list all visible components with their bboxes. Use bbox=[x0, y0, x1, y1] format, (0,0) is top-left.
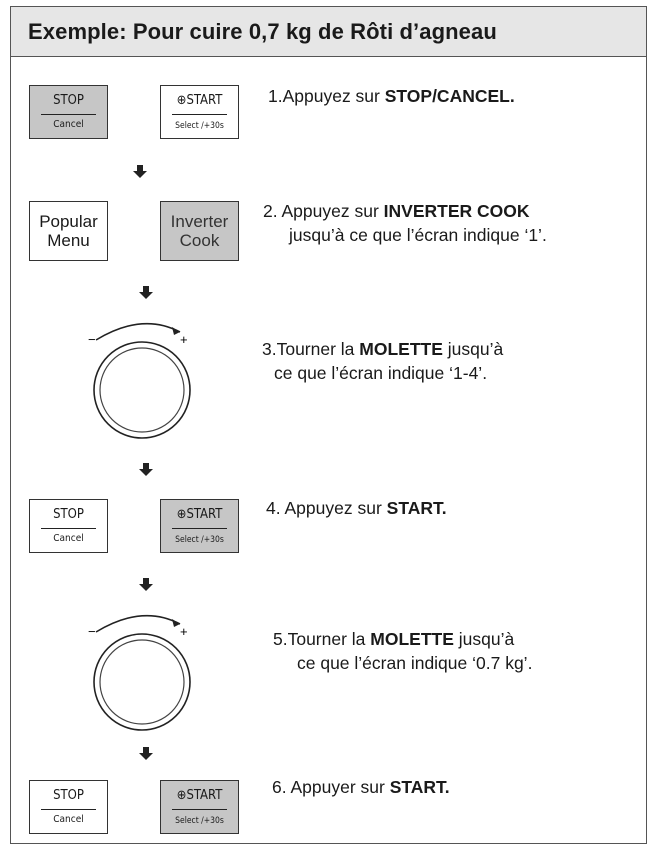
down-arrow-icon bbox=[139, 578, 153, 592]
start-label: ⊕START bbox=[176, 93, 223, 108]
plus-icon: + bbox=[180, 332, 188, 347]
start-button[interactable] bbox=[160, 780, 239, 834]
button-divider bbox=[41, 809, 96, 810]
popular-label: Popular bbox=[39, 212, 98, 231]
down-arrow-icon bbox=[139, 286, 153, 300]
step-3-text: 3.Tourner la MOLETTE jusqu’à ce que l’écran indique ‘1-4’. bbox=[262, 339, 504, 383]
cook-label: Cook bbox=[179, 231, 220, 250]
button-divider bbox=[172, 528, 227, 529]
inverter-label: Inverter bbox=[170, 212, 229, 231]
cancel-label: Cancel bbox=[53, 533, 84, 544]
minus-icon: − bbox=[88, 624, 96, 639]
start-button[interactable] bbox=[160, 499, 239, 553]
step-2-text: 2. Appuyez sur INVERTER COOK jusqu’à ce que l’écran indique ‘1’. bbox=[263, 201, 547, 245]
stop-label: STOP bbox=[53, 507, 84, 522]
button-divider bbox=[172, 114, 227, 115]
cancel-label: Cancel bbox=[53, 814, 84, 825]
start-label: ⊕START bbox=[176, 507, 223, 522]
start-label: ⊕START bbox=[176, 788, 223, 803]
stop-label: STOP bbox=[53, 788, 84, 803]
dial-knob-icon[interactable] bbox=[80, 608, 204, 732]
select-label: Select /+30s bbox=[175, 816, 224, 826]
stop-label: STOP bbox=[53, 93, 84, 108]
start-button[interactable] bbox=[160, 85, 239, 139]
step-5-text: 5.Tourner la MOLETTE jusqu’à ce que l’écran indique ‘0.7 kg’. bbox=[273, 629, 533, 673]
menu-label: Menu bbox=[47, 231, 90, 250]
page-title: Exemple: Pour cuire 0,7 kg de Rôti d’agneau bbox=[28, 19, 497, 44]
down-arrow-icon bbox=[133, 165, 147, 179]
select-label: Select /+30s bbox=[175, 121, 224, 131]
button-divider bbox=[41, 528, 96, 529]
popular-menu-button[interactable] bbox=[29, 201, 108, 261]
step-1-text: 1.Appuyez sur STOP/CANCEL. bbox=[268, 86, 515, 106]
minus-icon: − bbox=[88, 332, 96, 347]
select-label: Select /+30s bbox=[175, 535, 224, 545]
down-arrow-icon bbox=[139, 747, 153, 761]
step-6-text: 6. Appuyer sur START. bbox=[272, 777, 450, 797]
dial-knob-icon[interactable] bbox=[80, 316, 204, 440]
cancel-label: Cancel bbox=[53, 119, 84, 130]
stop-cancel-button[interactable] bbox=[29, 85, 108, 139]
button-divider bbox=[172, 809, 227, 810]
header-bar bbox=[11, 7, 646, 57]
plus-icon: + bbox=[180, 624, 188, 639]
down-arrow-icon bbox=[139, 463, 153, 477]
button-divider bbox=[41, 114, 96, 115]
inverter-cook-button[interactable] bbox=[160, 201, 239, 261]
stop-cancel-button[interactable] bbox=[29, 499, 108, 553]
step-4-text: 4. Appuyez sur START. bbox=[266, 498, 447, 518]
stop-cancel-button[interactable] bbox=[29, 780, 108, 834]
